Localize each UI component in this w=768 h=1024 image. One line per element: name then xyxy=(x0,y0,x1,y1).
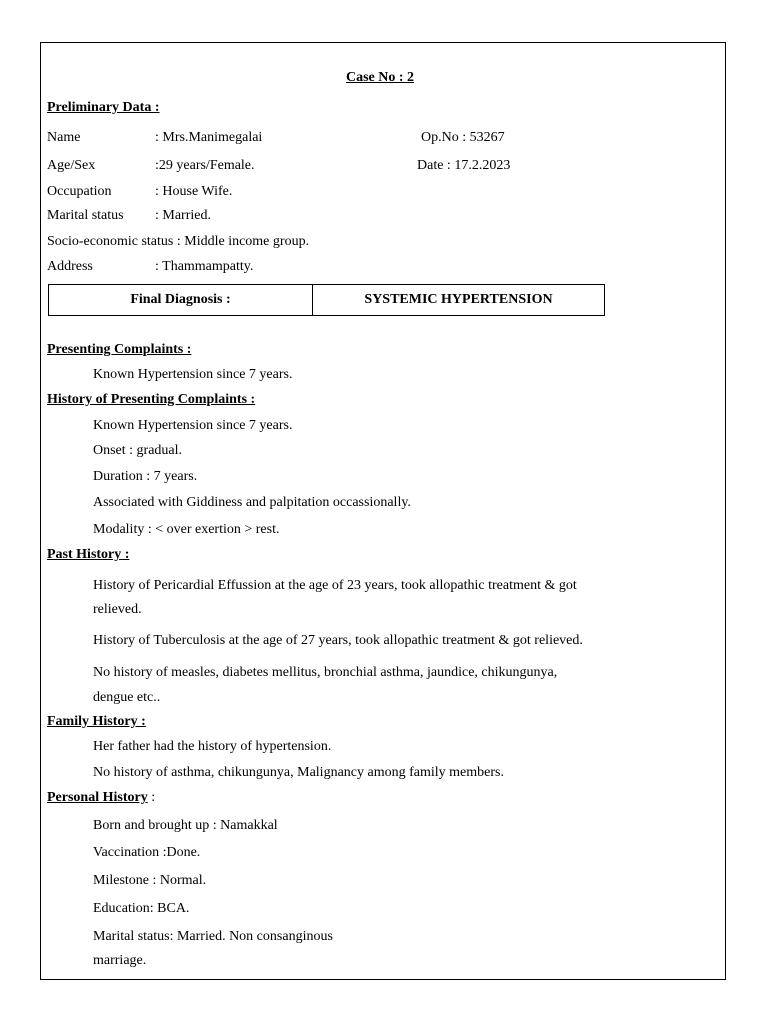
diagnosis-value: SYSTEMIC HYPERTENSION xyxy=(364,292,553,307)
personal-line-1: Born and brought up : Namakkal xyxy=(93,818,278,833)
personal-line-3: Milestone : Normal. xyxy=(93,873,207,888)
diagnosis-table xyxy=(48,284,605,316)
hpc-line: Known Hypertension since 7 years. xyxy=(93,418,293,433)
family-heading: Family History : xyxy=(47,714,146,729)
name-value: : Mrs.Manimegalai xyxy=(155,130,263,145)
name-label: Name xyxy=(47,130,81,145)
personal-heading-row xyxy=(47,790,155,806)
personal-line-2: Vaccination :Done. xyxy=(93,845,201,860)
hpc-onset: Onset : gradual. xyxy=(93,443,183,458)
past-line-3b: dengue etc.. xyxy=(93,690,161,705)
family-line-2: No history of asthma, chikungunya, Malignancy among family members. xyxy=(93,765,504,780)
presenting-line: Known Hypertension since 7 years. xyxy=(93,367,293,382)
personal-line-5a: Marital status: Married. Non consanginous xyxy=(93,929,333,944)
personal-heading-colon: : xyxy=(147,790,156,805)
past-line-2: History of Tuberculosis at the age of 27 years, took allopathic treatment & got relieved. xyxy=(93,633,583,648)
hpc-heading: History of Presenting Complaints : xyxy=(47,392,256,407)
case-title: Case No : 2 xyxy=(346,70,415,85)
socio-economic-status: Socio-economic status : Middle income group. xyxy=(47,234,310,249)
personal-line-4: Education: BCA. xyxy=(93,901,190,916)
past-line-1a: History of Pericardial Effussion at the age of 23 years, took allopathic treatment & got xyxy=(93,578,577,593)
presenting-heading: Presenting Complaints : xyxy=(47,342,192,357)
agesex-value: :29 years/Female. xyxy=(155,158,255,173)
personal-heading: Personal History xyxy=(47,790,148,805)
address-label: Address xyxy=(47,259,93,274)
past-line-1b: relieved. xyxy=(93,602,142,617)
visit-date: Date : 17.2.2023 xyxy=(417,158,511,173)
marital-value: : Married. xyxy=(155,208,211,223)
personal-line-5b: marriage. xyxy=(93,953,147,968)
hpc-associated: Associated with Giddiness and palpitation occassionally. xyxy=(93,495,411,510)
occupation-label: Occupation xyxy=(47,184,112,199)
past-line-3a: No history of measles, diabetes mellitus, bronchial asthma, jaundice, chikungunya, xyxy=(93,665,558,680)
diagnosis-label: Final Diagnosis : xyxy=(49,285,313,315)
preliminary-heading: Preliminary Data : xyxy=(47,100,160,115)
agesex-label: Age/Sex xyxy=(47,158,96,173)
hpc-modality: Modality : < over exertion > rest. xyxy=(93,522,280,537)
page-border xyxy=(40,42,726,980)
marital-label: Marital status xyxy=(47,208,124,223)
occupation-value: : House Wife. xyxy=(155,184,233,199)
op-number: Op.No : 53267 xyxy=(421,130,505,145)
hpc-duration: Duration : 7 years. xyxy=(93,469,198,484)
past-heading: Past History : xyxy=(47,547,130,562)
family-line-1: Her father had the history of hypertension. xyxy=(93,739,332,754)
address-value: : Thammampatty. xyxy=(155,259,254,274)
